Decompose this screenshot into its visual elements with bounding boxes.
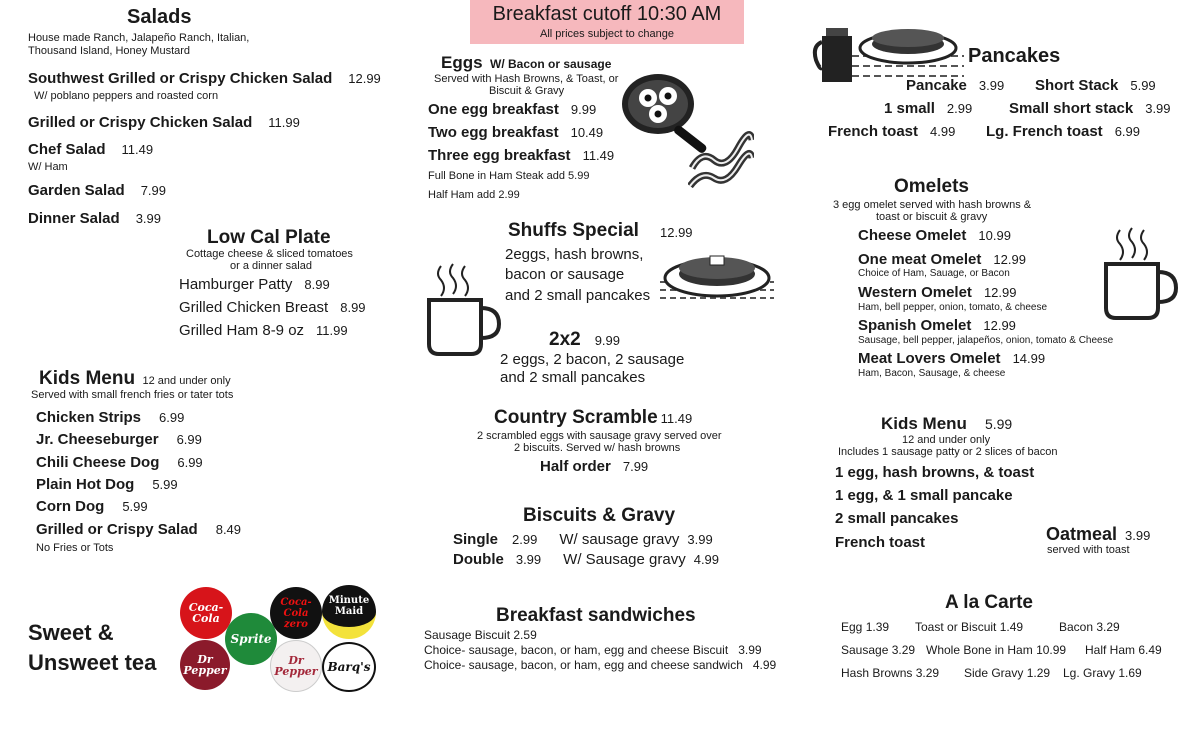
shuffs-title: Shuffs Special <box>508 220 639 241</box>
minute-maid-logo-icon: Minute Maid <box>322 585 376 639</box>
salad-item <box>28 210 161 228</box>
item-price: 11.49 <box>121 142 154 157</box>
country-header <box>494 407 692 429</box>
item-price: 1.39 <box>865 620 890 634</box>
item-price: 12.99 <box>983 285 1017 300</box>
item-name: Egg <box>841 620 863 634</box>
item-note: W/ poblano peppers and roasted corn <box>34 90 219 102</box>
oatmeal-title: Oatmeal <box>1046 524 1118 544</box>
shuffs-desc-line1: 2eggs, hash browns, <box>505 246 644 263</box>
item-name: Chef Salad <box>28 141 106 158</box>
shuffs-desc-line2: bacon or sausage <box>505 266 625 283</box>
eggs-desc-line2: Biscuit & Gravy <box>489 85 565 97</box>
omelet-item <box>858 350 1045 368</box>
two-by-two-price: 9.99 <box>594 333 621 348</box>
coffee-mug-icon <box>1100 226 1180 322</box>
item-name: Garden Salad <box>28 182 125 199</box>
sandwich-item <box>424 658 776 672</box>
item-price: 6.99 <box>159 410 185 425</box>
alacarte-item <box>926 643 1066 657</box>
kids-right-price: 5.99 <box>984 416 1013 432</box>
item-name: One meat Omelet <box>858 251 982 268</box>
pancake-item <box>1009 100 1171 118</box>
shuffs-desc-line3: and 2 small pancakes <box>505 287 651 304</box>
item-price: 5.99 <box>122 499 148 514</box>
sandwich-item <box>424 643 762 657</box>
pancake-item <box>884 100 972 118</box>
item-price: 10.99 <box>978 228 1011 243</box>
kids-right-note: Includes 1 sausage patty or 2 slices of bacon <box>838 446 1058 458</box>
omelets-desc-line2: toast or biscuit & gravy <box>876 211 988 223</box>
omelet-item <box>858 251 1026 269</box>
alacarte-item <box>1085 643 1162 657</box>
item-name: Meat Lovers Omelet <box>858 350 1001 367</box>
salad-item <box>28 141 153 159</box>
item-name: Three egg breakfast <box>428 147 571 164</box>
biscuits-title: Biscuits & Gravy <box>523 505 676 526</box>
eggs-title: Eggs <box>441 53 483 72</box>
oatmeal-price: 3.99 <box>1125 528 1151 543</box>
item-name: Choice- sausage, bacon, or ham, egg and cheese Biscuit <box>424 643 729 657</box>
gravy-price: 4.99 <box>693 552 720 567</box>
two-by-two-desc-line1: 2 eggs, 2 bacon, 2 sausage <box>500 351 685 368</box>
kids-item <box>36 476 178 494</box>
item-name: Dinner Salad <box>28 210 120 227</box>
item-name: Hash Browns <box>841 666 913 680</box>
salad-item <box>28 182 166 200</box>
item-price: 3.99 <box>738 643 762 657</box>
eggs-title-suffix: W/ Bacon or sausage <box>490 57 612 71</box>
item-price: 5.99 <box>1130 78 1156 93</box>
item-price: 4.99 <box>930 124 956 139</box>
item-name: Chili Cheese Dog <box>36 454 160 471</box>
salads-dressings-line2: Thousand Island, Honey Mustard <box>28 45 191 57</box>
item-price: 9.99 <box>570 102 597 117</box>
sprite-logo-icon: Sprite <box>225 613 277 665</box>
kids-right-item: French toast <box>835 534 926 551</box>
country-desc-line2: 2 biscuits. Served w/ hash browns <box>514 442 681 454</box>
item-price: 7.99 <box>140 183 167 198</box>
low-cal-title: Low Cal Plate <box>207 227 331 248</box>
item-price: 1.49 <box>999 620 1024 634</box>
item-price: 6.99 <box>1114 124 1140 139</box>
item-price: 3.29 <box>891 643 916 657</box>
item-price: 8.49 <box>215 522 242 537</box>
oatmeal-header <box>1046 524 1150 545</box>
salads-title: Salads <box>127 6 192 28</box>
kids-right-item: 2 small pancakes <box>835 510 959 527</box>
item-price: 3.29 <box>1096 620 1120 634</box>
salads-dressings-line1: House made Ranch, Jalapeño Ranch, Italian, <box>28 32 250 44</box>
eggs-header <box>441 53 611 73</box>
kids-right-title: Kids Menu <box>881 414 967 433</box>
coffee-mug-icon <box>423 262 503 358</box>
item-name: Chicken Strips <box>36 409 142 426</box>
gravy-name: W/ sausage gravy <box>559 531 680 548</box>
item-name: 1 small <box>884 100 935 117</box>
low-cal-desc-line2: or a dinner salad <box>230 260 312 272</box>
item-price: 11.99 <box>268 115 300 130</box>
addon-price: 2.99 <box>498 189 520 201</box>
item-name: Spanish Omelet <box>858 317 972 334</box>
alacarte-item <box>1063 666 1142 680</box>
item-price: 3.29 <box>915 666 940 680</box>
kids-item <box>36 498 148 516</box>
biscuits-row <box>453 531 713 549</box>
omelet-note: Ham, Bacon, Sausage, & cheese <box>858 368 1006 379</box>
item-price: 3.99 <box>1145 101 1171 116</box>
item-name: Pancake <box>906 77 967 94</box>
barqs-logo-icon: Barq's <box>322 642 376 692</box>
half-order-label: Half order <box>540 458 611 475</box>
alacarte-item <box>915 620 1023 634</box>
addon-name: Half Ham add <box>428 189 496 201</box>
dr-pepper-logo-icon: Dr Pepper <box>180 640 230 690</box>
item-name: Small short stack <box>1009 100 1134 117</box>
pancake-item <box>828 123 955 141</box>
item-name: Plain Hot Dog <box>36 476 135 493</box>
drinks-title-line2: Unsweet tea <box>28 650 157 675</box>
item-price: 10.49 <box>570 125 604 140</box>
item-name: Short Stack <box>1035 77 1119 94</box>
item-price: 6.99 <box>177 455 203 470</box>
kids-right-item: 1 egg, & 1 small pancake <box>835 487 1013 504</box>
item-name: Single <box>453 531 499 548</box>
breakfast-cutoff-banner <box>470 0 744 44</box>
item-name: Side Gravy <box>964 666 1024 680</box>
item-price: 12.99 <box>348 71 381 86</box>
alacarte-item <box>841 643 915 657</box>
alacarte-title: A la Carte <box>945 592 1033 613</box>
two-by-two-title: 2x2 <box>549 329 581 350</box>
item-name: Half Ham <box>1085 643 1136 657</box>
country-desc-line1: 2 scrambled eggs with sausage gravy served over <box>477 430 722 442</box>
item-name: Choice- sausage, bacon, or ham, egg and cheese sandwich <box>424 658 743 672</box>
sandwiches-title: Breakfast sandwiches <box>496 605 696 626</box>
item-name: Grilled or Crispy Salad <box>36 521 198 538</box>
item-price: 12.99 <box>993 252 1026 267</box>
pancake-item <box>1035 77 1156 95</box>
pancake-plate-icon <box>660 244 774 304</box>
item-price: 6.49 <box>1138 643 1162 657</box>
item-price: 3.99 <box>978 78 1005 93</box>
pancakes-title: Pancakes <box>968 45 1061 67</box>
omelet-note: Sausage, bell pepper, jalapeños, onion, tomato & Cheese <box>858 335 1114 346</box>
salad-item <box>28 114 300 132</box>
banner-title: Breakfast cutoff 10:30 AM <box>492 3 722 25</box>
eggs-item <box>428 147 614 165</box>
item-price: 2.99 <box>946 101 973 116</box>
pancake-item <box>986 123 1140 141</box>
drinks-title-line1: Sweet & <box>28 620 114 645</box>
item-name: Western Omelet <box>858 284 972 301</box>
sandwich-item <box>424 628 537 642</box>
gravy-name: W/ Sausage gravy <box>563 551 686 568</box>
biscuits-row <box>453 551 719 569</box>
alacarte-item <box>964 666 1050 680</box>
kids-note: Served with small french fries or tater tots <box>31 389 234 401</box>
low-cal-item <box>179 322 348 340</box>
item-name: Hamburger Patty <box>179 276 293 293</box>
item-price: 6.99 <box>176 432 202 447</box>
item-name: Toast or Biscuit <box>915 620 997 634</box>
alacarte-item <box>1059 620 1120 634</box>
pancake-item <box>906 77 1004 95</box>
coca-cola-logo-icon: Coca-Cola <box>180 587 232 639</box>
item-price: 5.99 <box>152 477 178 492</box>
item-name: Double <box>453 551 504 568</box>
two-by-two-header <box>549 329 620 351</box>
item-price: 2.99 <box>512 532 538 547</box>
kids-title: Kids Menu <box>39 368 136 389</box>
alacarte-item <box>841 620 889 634</box>
half-order-price: 7.99 <box>622 459 649 474</box>
addon-price: 5.99 <box>568 170 590 182</box>
item-name: Southwest Grilled or Crispy Chicken Salad <box>28 70 333 87</box>
eggs-desc-line1: Served with Hash Browns, & Toast, or <box>434 73 619 85</box>
item-name: One egg breakfast <box>428 101 559 118</box>
gravy-price: 3.99 <box>687 532 713 547</box>
omelet-item <box>858 227 1011 245</box>
country-title: Country Scramble <box>494 407 658 428</box>
kids-item <box>36 409 184 427</box>
omelet-item <box>858 317 1016 335</box>
item-price: 11.99 <box>316 323 348 338</box>
kids-footer: No Fries or Tots <box>36 542 114 554</box>
omelet-item <box>858 284 1016 302</box>
salad-item <box>28 70 381 88</box>
item-name: Jr. Cheeseburger <box>36 431 159 448</box>
omelets-title: Omelets <box>894 176 969 197</box>
item-price: 3.99 <box>135 211 162 226</box>
kids-age: 12 and under only <box>142 375 231 387</box>
kids-item <box>36 454 203 472</box>
half-order-row <box>540 458 648 476</box>
item-note: W/ Ham <box>28 161 68 173</box>
item-name: Grilled or Crispy Chicken Salad <box>28 114 253 131</box>
country-price: 11.49 <box>660 411 693 426</box>
omelets-desc-line1: 3 egg omelet served with hash browns & <box>833 199 1032 211</box>
two-by-two-desc-line2: and 2 small pancakes <box>500 369 646 386</box>
alacarte-item <box>841 666 939 680</box>
item-price: 14.99 <box>1012 351 1046 366</box>
low-cal-desc-line1: Cottage cheese & sliced tomatoes <box>186 248 353 260</box>
item-name: Grilled Ham 8-9 oz <box>179 322 305 339</box>
bacon-icon <box>688 130 754 192</box>
item-name: Corn Dog <box>36 498 105 515</box>
item-price: 1.29 <box>1026 666 1051 680</box>
oatmeal-note: served with toast <box>1047 544 1130 556</box>
item-name: Sausage Biscuit 2.59 <box>424 628 537 642</box>
item-price: 11.49 <box>582 148 615 163</box>
item-name: Grilled Chicken Breast <box>179 299 329 316</box>
item-price: 8.99 <box>304 277 330 292</box>
item-price: 3.99 <box>515 552 542 567</box>
item-name: Cheese Omelet <box>858 227 967 244</box>
low-cal-item <box>179 299 366 317</box>
omelet-note: Ham, bell pepper, onion, tomato, & cheese <box>858 302 1048 313</box>
item-price: 8.99 <box>340 300 366 315</box>
shuffs-price: 12.99 <box>660 225 693 240</box>
kids-right-item: 1 egg, hash browns, & toast <box>835 464 1035 481</box>
kids-right-age: 12 and under only <box>902 434 991 446</box>
eggs-item <box>428 124 603 142</box>
item-name: French toast <box>828 123 919 140</box>
item-name: Whole Bone in Ham <box>926 643 1033 657</box>
low-cal-item <box>179 276 330 294</box>
banner-subtitle: All prices subject to change <box>540 28 674 40</box>
item-name: Bacon <box>1059 620 1094 634</box>
item-price: 1.69 <box>1118 666 1142 680</box>
eggs-addon <box>428 170 589 183</box>
kids-item <box>36 431 202 449</box>
item-price: 10.99 <box>1036 643 1067 657</box>
item-name: Lg. Gravy <box>1063 666 1116 680</box>
item-name: Two egg breakfast <box>428 124 559 141</box>
diet-dr-pepper-logo-icon: Dr Pepper <box>270 640 322 692</box>
item-name: Lg. French toast <box>986 123 1103 140</box>
kids-item <box>36 521 241 539</box>
kids-right-header <box>881 414 1012 434</box>
addon-name: Full Bone in Ham Steak add <box>428 170 565 182</box>
kids-header <box>39 368 231 390</box>
item-price: 12.99 <box>983 318 1016 333</box>
coca-cola-zero-logo-icon: Coca-Cola zero <box>270 587 322 639</box>
omelet-note: Choice of Ham, Sauage, or Bacon <box>858 268 1010 279</box>
item-name: Sausage <box>841 643 889 657</box>
eggs-item <box>428 101 596 119</box>
eggs-addon <box>428 189 520 202</box>
item-price: 4.99 <box>752 658 777 672</box>
